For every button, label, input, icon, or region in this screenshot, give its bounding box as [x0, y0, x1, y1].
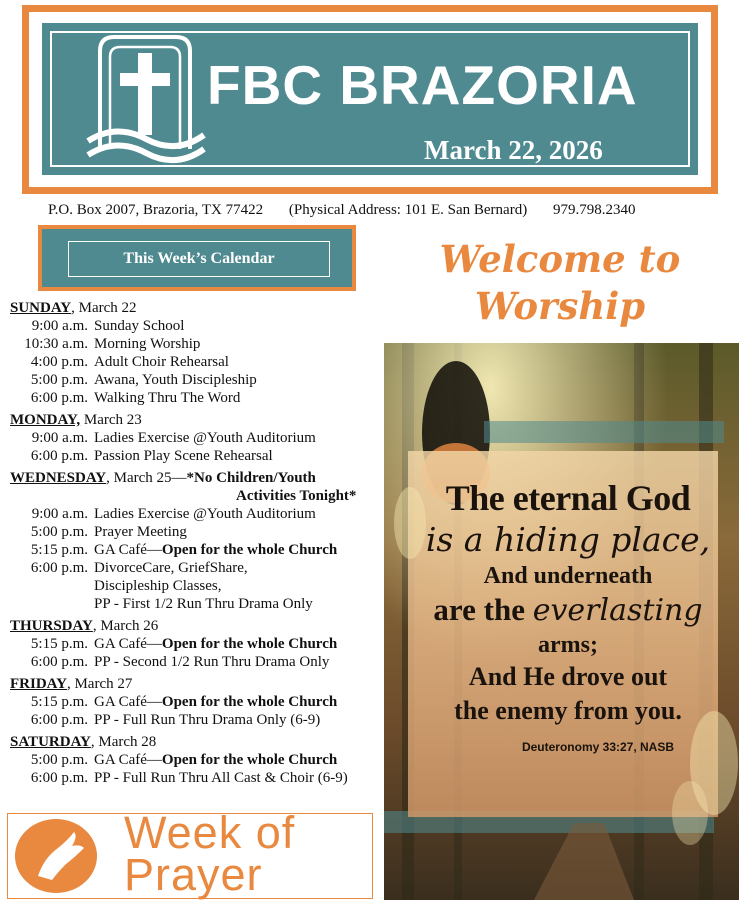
event-desc: Walking Thru The Word	[94, 390, 241, 406]
week-of-prayer-banner	[7, 807, 373, 900]
event-row	[10, 429, 386, 447]
day-wednesday	[10, 469, 386, 613]
event-desc-continued: Discipleship Classes,	[94, 578, 222, 594]
verse-line	[418, 591, 718, 630]
event-time: 6:00 p.m.	[30, 654, 88, 670]
verse-line: And He drove out	[468, 662, 668, 691]
event-desc-continued: PP - First 1/2 Run Thru Drama Only	[94, 596, 313, 612]
event-row	[10, 335, 386, 353]
event-row	[10, 447, 386, 465]
event-desc	[94, 635, 337, 653]
event-desc: PP - Full Run Thru All Cast & Choir (6-9)	[94, 770, 348, 786]
day-friday	[10, 675, 386, 729]
event-desc: DivorceCare, GriefShare,	[94, 560, 248, 576]
day-date: , March 28	[90, 734, 157, 750]
event-row	[10, 711, 386, 729]
event-time: 9:00 a.m.	[31, 430, 88, 446]
event-time: 5:00 p.m.	[30, 372, 88, 388]
week-of-prayer-line1: Week of	[124, 807, 296, 858]
phone-number: 979.798.2340	[552, 202, 636, 218]
event-desc: PP - Full Run Thru Drama Only (6-9)	[94, 712, 321, 728]
event-desc-bold: Open for the whole Church	[161, 752, 338, 768]
day-name: FRIDAY	[10, 676, 67, 692]
event-desc-plain: GA Café—	[94, 752, 162, 768]
event-time: 5:15 p.m.	[30, 542, 88, 558]
event-desc: PP - Second 1/2 Run Thru Drama Only	[94, 654, 330, 670]
verse-line: the enemy from you.	[454, 696, 682, 725]
day-note-continued: Activities Tonight*	[236, 488, 357, 504]
scripture-image	[384, 343, 739, 900]
welcome-line1: Welcome to	[439, 237, 681, 281]
event-row	[10, 353, 386, 371]
day-thursday	[10, 617, 386, 671]
verse-reference: Deuteronomy 33:27, NASB	[521, 740, 675, 754]
event-time: 6:00 p.m.	[30, 390, 88, 406]
church-name: FBC BRAZORIA	[207, 54, 638, 116]
contact-line	[48, 202, 635, 219]
day-name: WEDNESDAY	[10, 470, 107, 486]
welcome-title	[400, 236, 720, 330]
calendar-heading: This Week’s Calendar	[68, 241, 330, 277]
physical-address: (Physical Address: 101 E. San Bernard)	[288, 202, 528, 218]
day-saturday	[10, 733, 386, 787]
event-desc: Passion Play Scene Rehearsal	[94, 448, 273, 464]
day-monday	[10, 411, 386, 465]
event-time: 4:00 p.m.	[30, 354, 88, 370]
day-date: March 23	[80, 412, 142, 428]
verse-line-part: are the	[433, 592, 533, 627]
event-desc: Sunday School	[94, 318, 185, 334]
day-date: , March 25—	[106, 470, 187, 486]
verse-line: The eternal God	[445, 478, 691, 518]
masthead-banner	[42, 23, 698, 175]
event-row	[10, 505, 386, 523]
hand-praying-icon	[14, 818, 98, 894]
event-time: 6:00 p.m.	[30, 560, 88, 576]
weekly-schedule	[10, 299, 386, 791]
event-desc: Ladies Exercise @Youth Auditorium	[94, 430, 316, 446]
masthead	[22, 5, 718, 194]
week-of-prayer-title	[124, 807, 296, 900]
event-row	[10, 559, 386, 577]
event-desc: Awana, Youth Discipleship	[94, 372, 257, 388]
day-name: THURSDAY	[10, 618, 93, 634]
verse-line: is a hiding place,	[425, 520, 711, 559]
day-date: , March 27	[66, 676, 133, 692]
day-date: , March 26	[92, 618, 159, 634]
event-row	[10, 769, 386, 787]
event-row	[10, 693, 386, 711]
event-row	[10, 389, 386, 407]
po-box: P.O. Box 2007, Brazoria, TX 77422	[48, 202, 264, 218]
week-of-prayer-line2: Prayer	[124, 849, 263, 900]
event-desc-plain: GA Café—	[94, 636, 162, 652]
day-name: SATURDAY	[10, 734, 91, 750]
event-time: 9:00 a.m.	[31, 506, 88, 522]
event-row	[10, 541, 386, 559]
calendar-heading-banner	[38, 225, 356, 291]
verse-line: arms;	[538, 632, 598, 658]
event-time: 5:15 p.m.	[30, 694, 88, 710]
event-desc	[94, 751, 337, 769]
day-sunday	[10, 299, 386, 407]
event-time: 6:00 p.m.	[30, 448, 88, 464]
event-time: 5:00 p.m.	[30, 524, 88, 540]
welcome-line2: Worship	[474, 284, 646, 328]
day-note: *No Children/Youth	[186, 470, 316, 486]
event-time: 5:00 p.m.	[30, 752, 88, 768]
event-desc: Ladies Exercise @Youth Auditorium	[94, 506, 316, 522]
event-row	[10, 653, 386, 671]
event-row	[10, 317, 386, 335]
bulletin-date: March 22, 2026	[424, 135, 603, 165]
event-time: 10:30 a.m.	[24, 336, 88, 352]
event-desc-plain: GA Café—	[94, 694, 162, 710]
event-time: 5:15 p.m.	[30, 636, 88, 652]
event-desc	[94, 541, 337, 559]
day-name: MONDAY,	[10, 412, 81, 428]
event-desc-plain: GA Café—	[94, 542, 162, 558]
event-row	[10, 751, 386, 769]
scripture-verse	[418, 477, 718, 754]
event-time: 9:00 a.m.	[31, 318, 88, 334]
event-desc: Prayer Meeting	[94, 524, 187, 540]
event-desc: Adult Choir Rehearsal	[94, 354, 229, 370]
event-desc-bold: Open for the whole Church	[161, 636, 338, 652]
event-time: 6:00 p.m.	[30, 770, 88, 786]
event-desc	[94, 693, 337, 711]
event-row	[10, 635, 386, 653]
verse-line: And underneath	[483, 563, 653, 589]
event-row	[10, 523, 386, 541]
verse-line-part: everlasting	[532, 593, 703, 628]
cross-waves-logo-icon	[86, 29, 206, 165]
event-row	[10, 371, 386, 389]
event-desc-bold: Open for the whole Church	[161, 694, 338, 710]
day-date: , March 22	[71, 300, 137, 316]
event-time: 6:00 p.m.	[30, 712, 88, 728]
day-name: SUNDAY	[10, 300, 72, 316]
event-desc-bold: Open for the whole Church	[161, 542, 338, 558]
event-desc: Morning Worship	[94, 336, 201, 352]
